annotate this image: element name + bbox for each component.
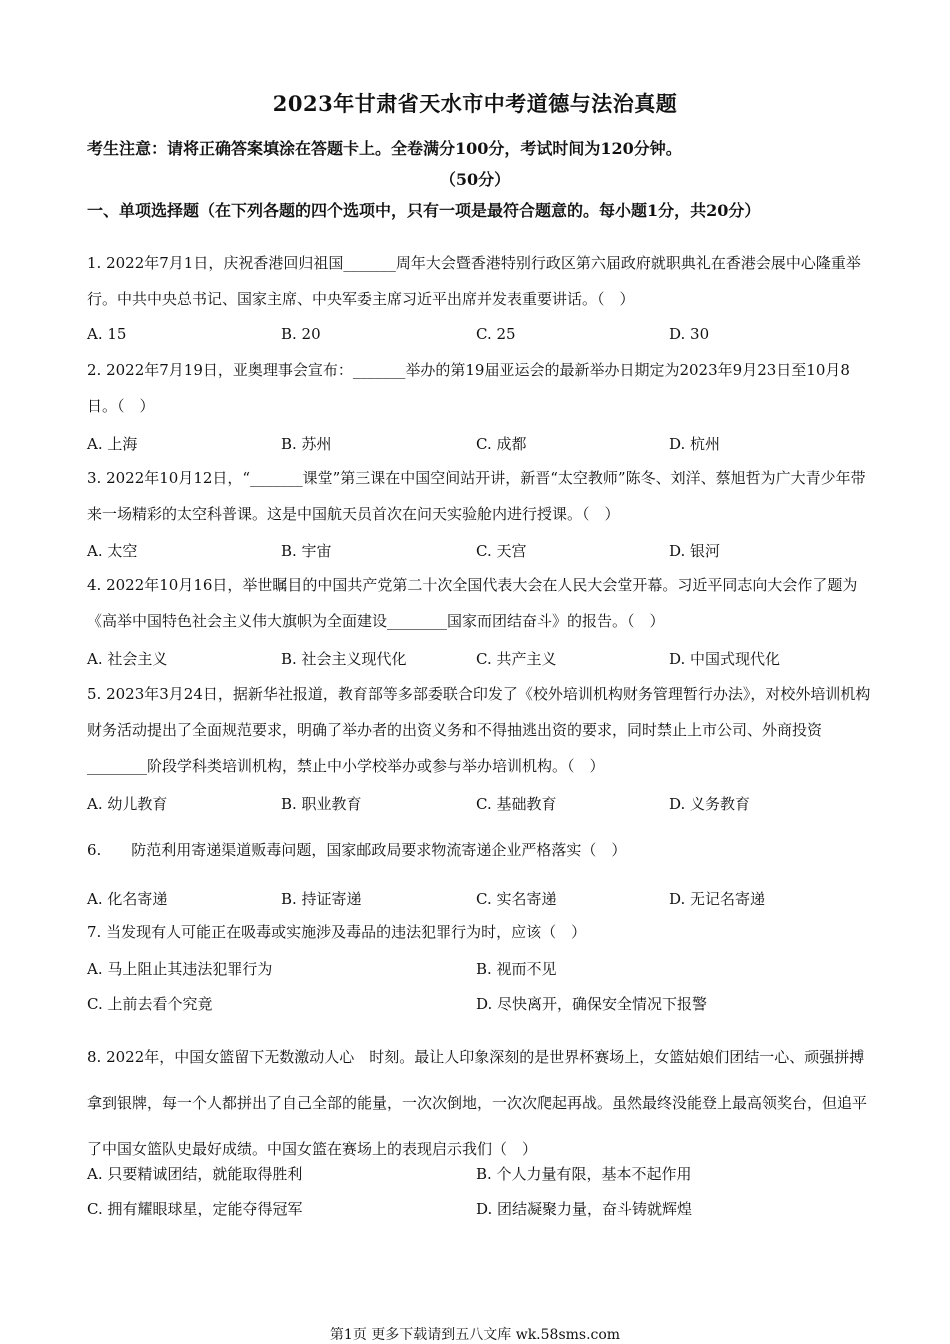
question-7-option-c: C. 上前去看个究竟 xyxy=(87,995,213,1013)
question-7-option-a: A. 马上阻止其违法犯罪行为 xyxy=(87,960,273,978)
question-6-option-b: B. 持证寄递 xyxy=(281,890,362,908)
question-2-stem: 2. 2022年7月19日，亚奥理事会宣布：_______举办的第19届亚运会的最新举办日期定为2023年9月23日至10月8日。（ ） xyxy=(87,361,850,415)
question-6-option-a: A. 化名寄递 xyxy=(87,890,168,908)
question-1-option-a: A. 15 xyxy=(87,325,127,343)
question-7-option-b: B. 视而不见 xyxy=(476,960,557,978)
exam-title: 2023年甘肃省天水市中考道德与法治真题 xyxy=(272,91,678,116)
question-1-option-d: D. 30 xyxy=(669,325,710,343)
question-5-stem: 5. 2023年3月24日，据新华社报道，教育部等多部委联合印发了《校外培训机构财务管理暂行办法》，对校外培训机构财务活动提出了全面规范要求，明确了举办者的出资义务和不得抽逃出资的要求，同时禁止上市公司、外商投资________阶段学科类培训机构，禁止中小学校举办或参与举办培训机构。（ ） xyxy=(87,685,871,775)
question-8-option-a: A. 只要精诚团结，就能取得胜利 xyxy=(87,1165,303,1183)
question-1-option-c: C. 25 xyxy=(476,325,516,343)
question-8-option-d: D. 团结凝聚力量，奋斗铸就辉煌 xyxy=(476,1200,693,1218)
question-5-option-c: C. 基础教育 xyxy=(476,795,557,813)
question-2-option-d: D. 杭州 xyxy=(669,435,721,453)
question-4-option-d: D. 中国式现代化 xyxy=(669,650,781,668)
exam-notice: 考生注意：请将正确答案填涂在答题卡上。全卷满分100分，考试时间为120分钟。 xyxy=(87,139,682,158)
question-3-stem: 3. 2022年10月12日，“_______课堂”第三课在中国空间站开讲，新晋“太空教师”陈冬、刘洋、蔡旭哲为广大青少年带来一场精彩的太空科普课。这是中国航天员首次在问天实验舱内进行授课。（ ） xyxy=(87,469,866,523)
question-3-option-a: A. 太空 xyxy=(87,542,138,560)
question-3-option-b: B. 宇宙 xyxy=(281,542,332,560)
question-5-option-a: A. 幼儿教育 xyxy=(87,795,168,813)
question-4-option-c: C. 共产主义 xyxy=(476,650,557,668)
question-4-stem: 4. 2022年10月16日，举世瞩目的中国共产党第二十次全国代表大会在人民大会堂开幕。习近平同志向大会作了题为《高举中国特色社会主义伟大旗帜为全面建设________国家而团结奋斗》的报告。（ ） xyxy=(87,576,858,630)
question-8-stem: 8. 2022年，中国女篮留下无数激动人心 时刻。最让人印象深刻的是世界杯赛场上，女篮姑娘们团结一心、顽强拼搏拿到银牌，每一个人都拼出了自己全部的能量，一次次倒地，一次次爬起再战。虽然最终没能登上最高领奖台，但追平了中国女篮队史最好成绩。中国女篮在赛场上的表现启示我们（ ） xyxy=(87,1048,868,1158)
question-7-option-d: D. 尽快离开，确保安全情况下报警 xyxy=(476,995,708,1013)
question-5-option-b: B. 职业教育 xyxy=(281,795,362,813)
section-heading: 一、单项选择题（在下列各题的四个选项中，只有一项是最符合题意的。每小题1分，共20分） xyxy=(87,201,761,220)
question-7-stem: 7. 当发现有人可能正在吸毒或实施涉及毒品的违法犯罪行为时，应该（ ） xyxy=(87,923,587,941)
question-3-option-c: C. 天宫 xyxy=(476,542,527,560)
question-6-option-d: D. 无记名寄递 xyxy=(669,890,766,908)
section-score: （50分） xyxy=(439,170,511,189)
question-2-option-c: C. 成都 xyxy=(476,435,527,453)
question-4-option-a: A. 社会主义 xyxy=(87,650,168,668)
question-6-stem: 6. 防范利用寄递渠道贩毒问题，国家邮政局要求物流寄递企业严格落实（ ） xyxy=(87,841,627,859)
question-5-option-d: D. 义务教育 xyxy=(669,795,751,813)
question-1-stem: 1. 2022年7月1日，庆祝香港回归祖国_______周年大会暨香港特别行政区第六届政府就职典礼在香港会展中心隆重举行。中共中央总书记、国家主席、中央军委主席习近平出席并发表重要讲话。（ ） xyxy=(87,254,861,308)
question-2-option-b: B. 苏州 xyxy=(281,435,332,453)
question-4-option-b: B. 社会主义现代化 xyxy=(281,650,407,668)
question-1-option-b: B. 20 xyxy=(281,325,321,343)
question-8-option-b: B. 个人力量有限，基本不起作用 xyxy=(476,1165,692,1183)
question-8-option-c: C. 拥有耀眼球星，定能夺得冠军 xyxy=(87,1200,303,1218)
question-2-option-a: A. 上海 xyxy=(87,435,138,453)
question-6-option-c: C. 实名寄递 xyxy=(476,890,557,908)
page-footer: 第1页 更多下载请到五八文库 wk.58sms.com xyxy=(329,1327,621,1343)
question-3-option-d: D. 银河 xyxy=(669,542,721,560)
